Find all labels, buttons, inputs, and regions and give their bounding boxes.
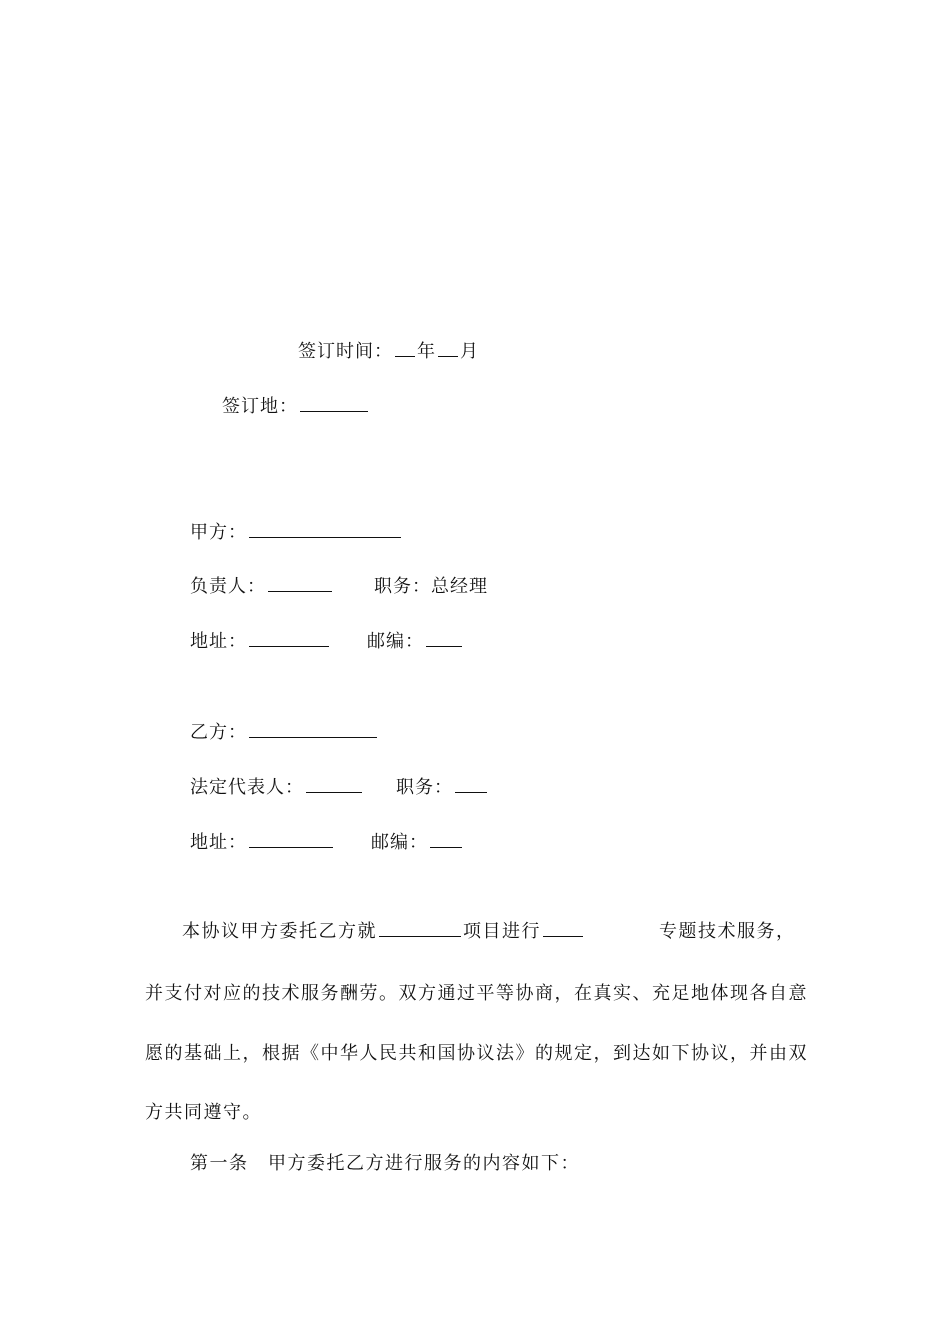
party-a-address-label: 地址： bbox=[190, 631, 247, 652]
body-paragraph-line-4: 方共同遵守。 bbox=[145, 1102, 262, 1123]
month-label: 月 bbox=[460, 341, 479, 362]
project-name-blank[interactable] bbox=[379, 918, 461, 937]
service-type-blank[interactable] bbox=[543, 918, 583, 937]
party-b-position-label: 职务： bbox=[396, 777, 453, 798]
body-paragraph-line-1 bbox=[182, 918, 796, 944]
party-a-position-label: 职务： bbox=[374, 576, 431, 597]
body-paragraph-line-2: 并支付对应的技术服务酬劳。双方通过平等协商，在真实、充足地体现各自意 bbox=[145, 983, 808, 1004]
sign-place-line bbox=[222, 393, 370, 419]
party-a-head-blank[interactable] bbox=[268, 573, 332, 592]
party-b-line bbox=[190, 719, 379, 745]
party-b-rep-label: 法定代表人： bbox=[190, 777, 304, 798]
year-blank[interactable] bbox=[395, 338, 415, 357]
party-b-rep-line bbox=[190, 774, 489, 800]
year-label: 年 bbox=[417, 341, 436, 362]
body-p1-a: 本协议甲方委托乙方就 bbox=[182, 921, 377, 942]
party-a-label: 甲方： bbox=[190, 522, 247, 543]
sign-time-label: 签订时间： bbox=[298, 341, 393, 362]
sign-place-label: 签订地： bbox=[222, 396, 298, 417]
party-b-position-blank[interactable] bbox=[455, 774, 487, 793]
party-a-line bbox=[190, 519, 403, 545]
party-b-postcode-label: 邮编： bbox=[371, 832, 428, 853]
body-paragraph-line-3: 愿的基础上，根据《中华人民共和国协议法》的规定，到达如下协议，并由双 bbox=[145, 1043, 808, 1064]
party-b-address-label: 地址： bbox=[190, 832, 247, 853]
party-a-postcode-blank[interactable] bbox=[426, 628, 462, 647]
party-a-position-value: 总经理 bbox=[431, 576, 488, 597]
body-p1-c: 专题技术服务， bbox=[659, 921, 796, 942]
party-b-label: 乙方： bbox=[190, 722, 247, 743]
party-a-address-line bbox=[190, 628, 464, 654]
party-a-head-line bbox=[190, 573, 488, 599]
sign-time-line bbox=[298, 338, 479, 364]
party-b-postcode-blank[interactable] bbox=[430, 829, 462, 848]
month-blank[interactable] bbox=[438, 338, 458, 357]
party-b-blank[interactable] bbox=[249, 719, 377, 738]
party-a-address-blank[interactable] bbox=[249, 628, 329, 647]
party-b-address-blank[interactable] bbox=[249, 829, 333, 848]
body-p1-b: 项目进行 bbox=[463, 921, 541, 942]
party-a-postcode-label: 邮编： bbox=[367, 631, 424, 652]
sign-place-blank[interactable] bbox=[300, 393, 368, 412]
article-1-heading: 第一条 甲方委托乙方进行服务的内容如下： bbox=[190, 1153, 580, 1174]
party-b-address-line bbox=[190, 829, 464, 855]
party-b-rep-blank[interactable] bbox=[306, 774, 362, 793]
party-a-head-label: 负责人： bbox=[190, 576, 266, 597]
party-a-blank[interactable] bbox=[249, 519, 401, 538]
